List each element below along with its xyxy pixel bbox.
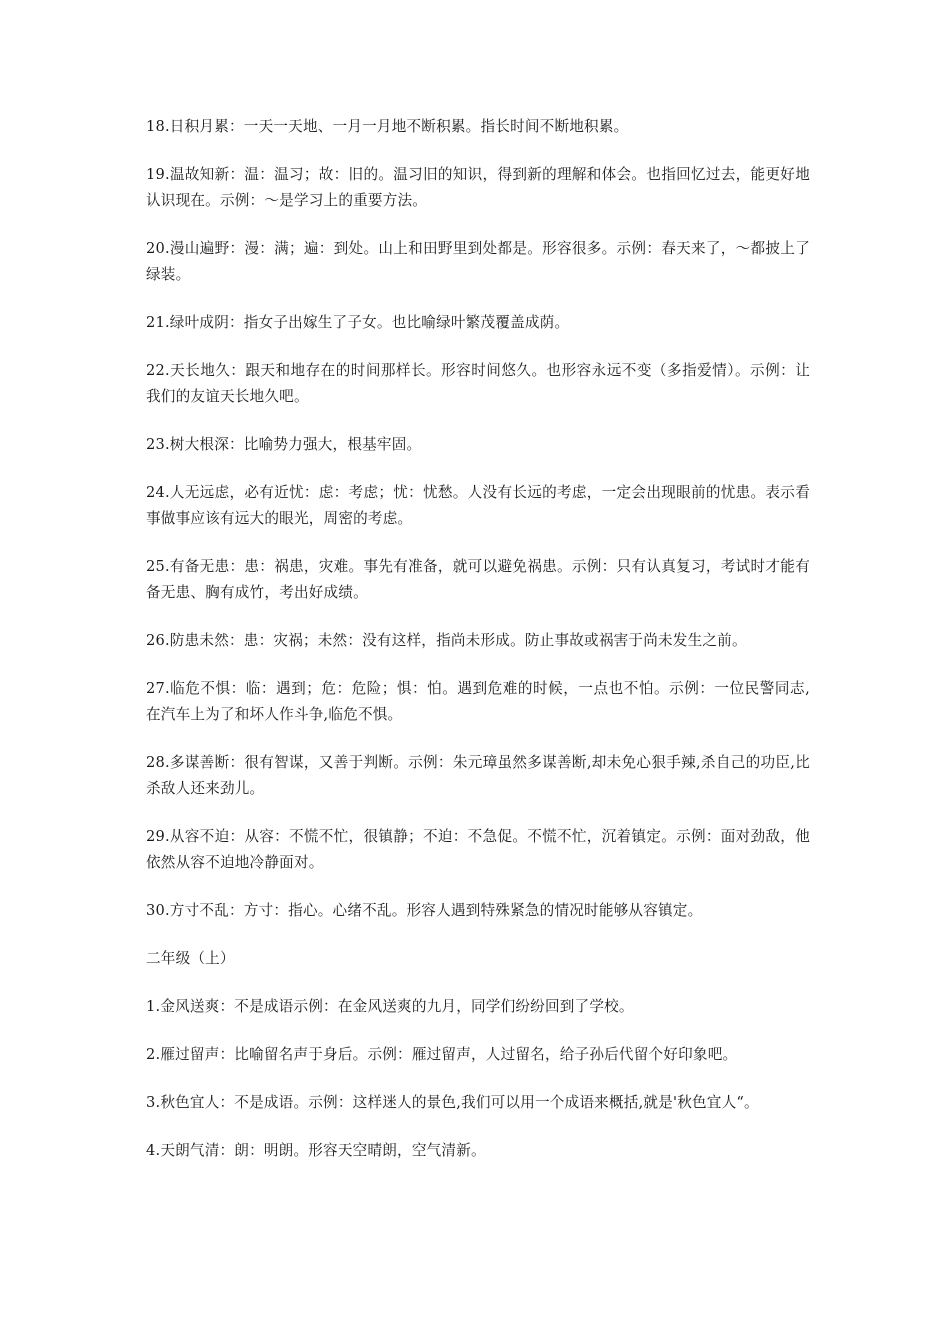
idiom-entry-29: 29.从容不迫：从容：不慌不忙，很镇静；不迫：不急促。不慌不忙，沉着镇定。示例：面对劲敌，他依然从容不迫地冷静面对。 <box>146 828 810 871</box>
idiom-entry-23: 23.树大根深：比喻势力强大，根基牢固。 <box>146 436 422 453</box>
idiom-entry-22: 22.天长地久：跟天和地存在的时间那样长。形容时间悠久。也形容永远不变（多指爱情）。示例：让我们的友谊天长地久吧。 <box>146 362 810 405</box>
idiom-entry-grade2-1: 1.金风送爽：不是成语示例：在金风送爽的九月，同学们纷纷回到了学校。 <box>146 998 634 1015</box>
document-body <box>146 114 810 1186</box>
idiom-entry-24: 24.人无远虑，必有近忧：虑：考虑；忧：忧愁。人没有长远的考虑，一定会出现眼前的忧患。表示看事做事应该有远大的眼光，周密的考虑。 <box>146 484 810 527</box>
idiom-entry-20: 20.漫山遍野：漫：满；遍：到处。山上和田野里到处都是。形容很多。示例：春天来了，～都披上了绿装。 <box>146 240 810 283</box>
idiom-entry-26: 26.防患未然：患：灾祸；未然：没有这样，指尚未形成。防止事故或祸害于尚未发生之前。 <box>146 632 747 649</box>
idiom-entry-grade2-3: 3.秋色宜人：不是成语。示例：这样迷人的景色,我们可以用一个成语来概括,就是'秋色宜人“。 <box>146 1094 759 1111</box>
idiom-entry-25: 25.有备无患：患：祸患，灾难。事先有准备，就可以避免祸患。示例：只有认真复习，考试时才能有备无患、胸有成竹，考出好成绩。 <box>146 558 810 601</box>
idiom-entry-27: 27.临危不惧：临：遇到；危：危险；惧：怕。遇到危难的时候，一点也不怕。示例：一位民警同志,在汽车上为了和坏人作斗争,临危不惧。 <box>146 680 810 723</box>
idiom-entry-18: 18.日积月累：一天一天地、一月一月地不断积累。指长时间不断地积累。 <box>146 118 629 135</box>
idiom-entry-30: 30.方寸不乱：方寸：指心。心绪不乱。形容人遇到特殊紧急的情况时能够从容镇定。 <box>146 902 703 919</box>
idiom-entry-grade2-4: 4.天朗气清：朗：明朗。形容天空晴朗，空气清新。 <box>146 1142 486 1159</box>
idiom-entry-grade2-2: 2.雁过留声：比喻留名声于身后。示例：雁过留声，人过留名，给子孙后代留个好印象吧。 <box>146 1046 738 1063</box>
idiom-entry-21: 21.绿叶成阴：指女子出嫁生了子女。也比喻绿叶繁茂覆盖成荫。 <box>146 314 570 331</box>
idiom-entry-19: 19.温故知新：温：温习；故：旧的。温习旧的知识，得到新的理解和体会。也指回忆过去，能更好地认识现在。示例：～是学习上的重要方法。 <box>146 166 810 209</box>
idiom-entry-28: 28.多谋善断：很有智谋，又善于判断。示例：朱元璋虽然多谋善断,却未免心狠手辣,杀自己的功臣,比杀敌人还来劲儿。 <box>146 754 810 797</box>
section-heading: 二年级（上） <box>146 950 235 967</box>
